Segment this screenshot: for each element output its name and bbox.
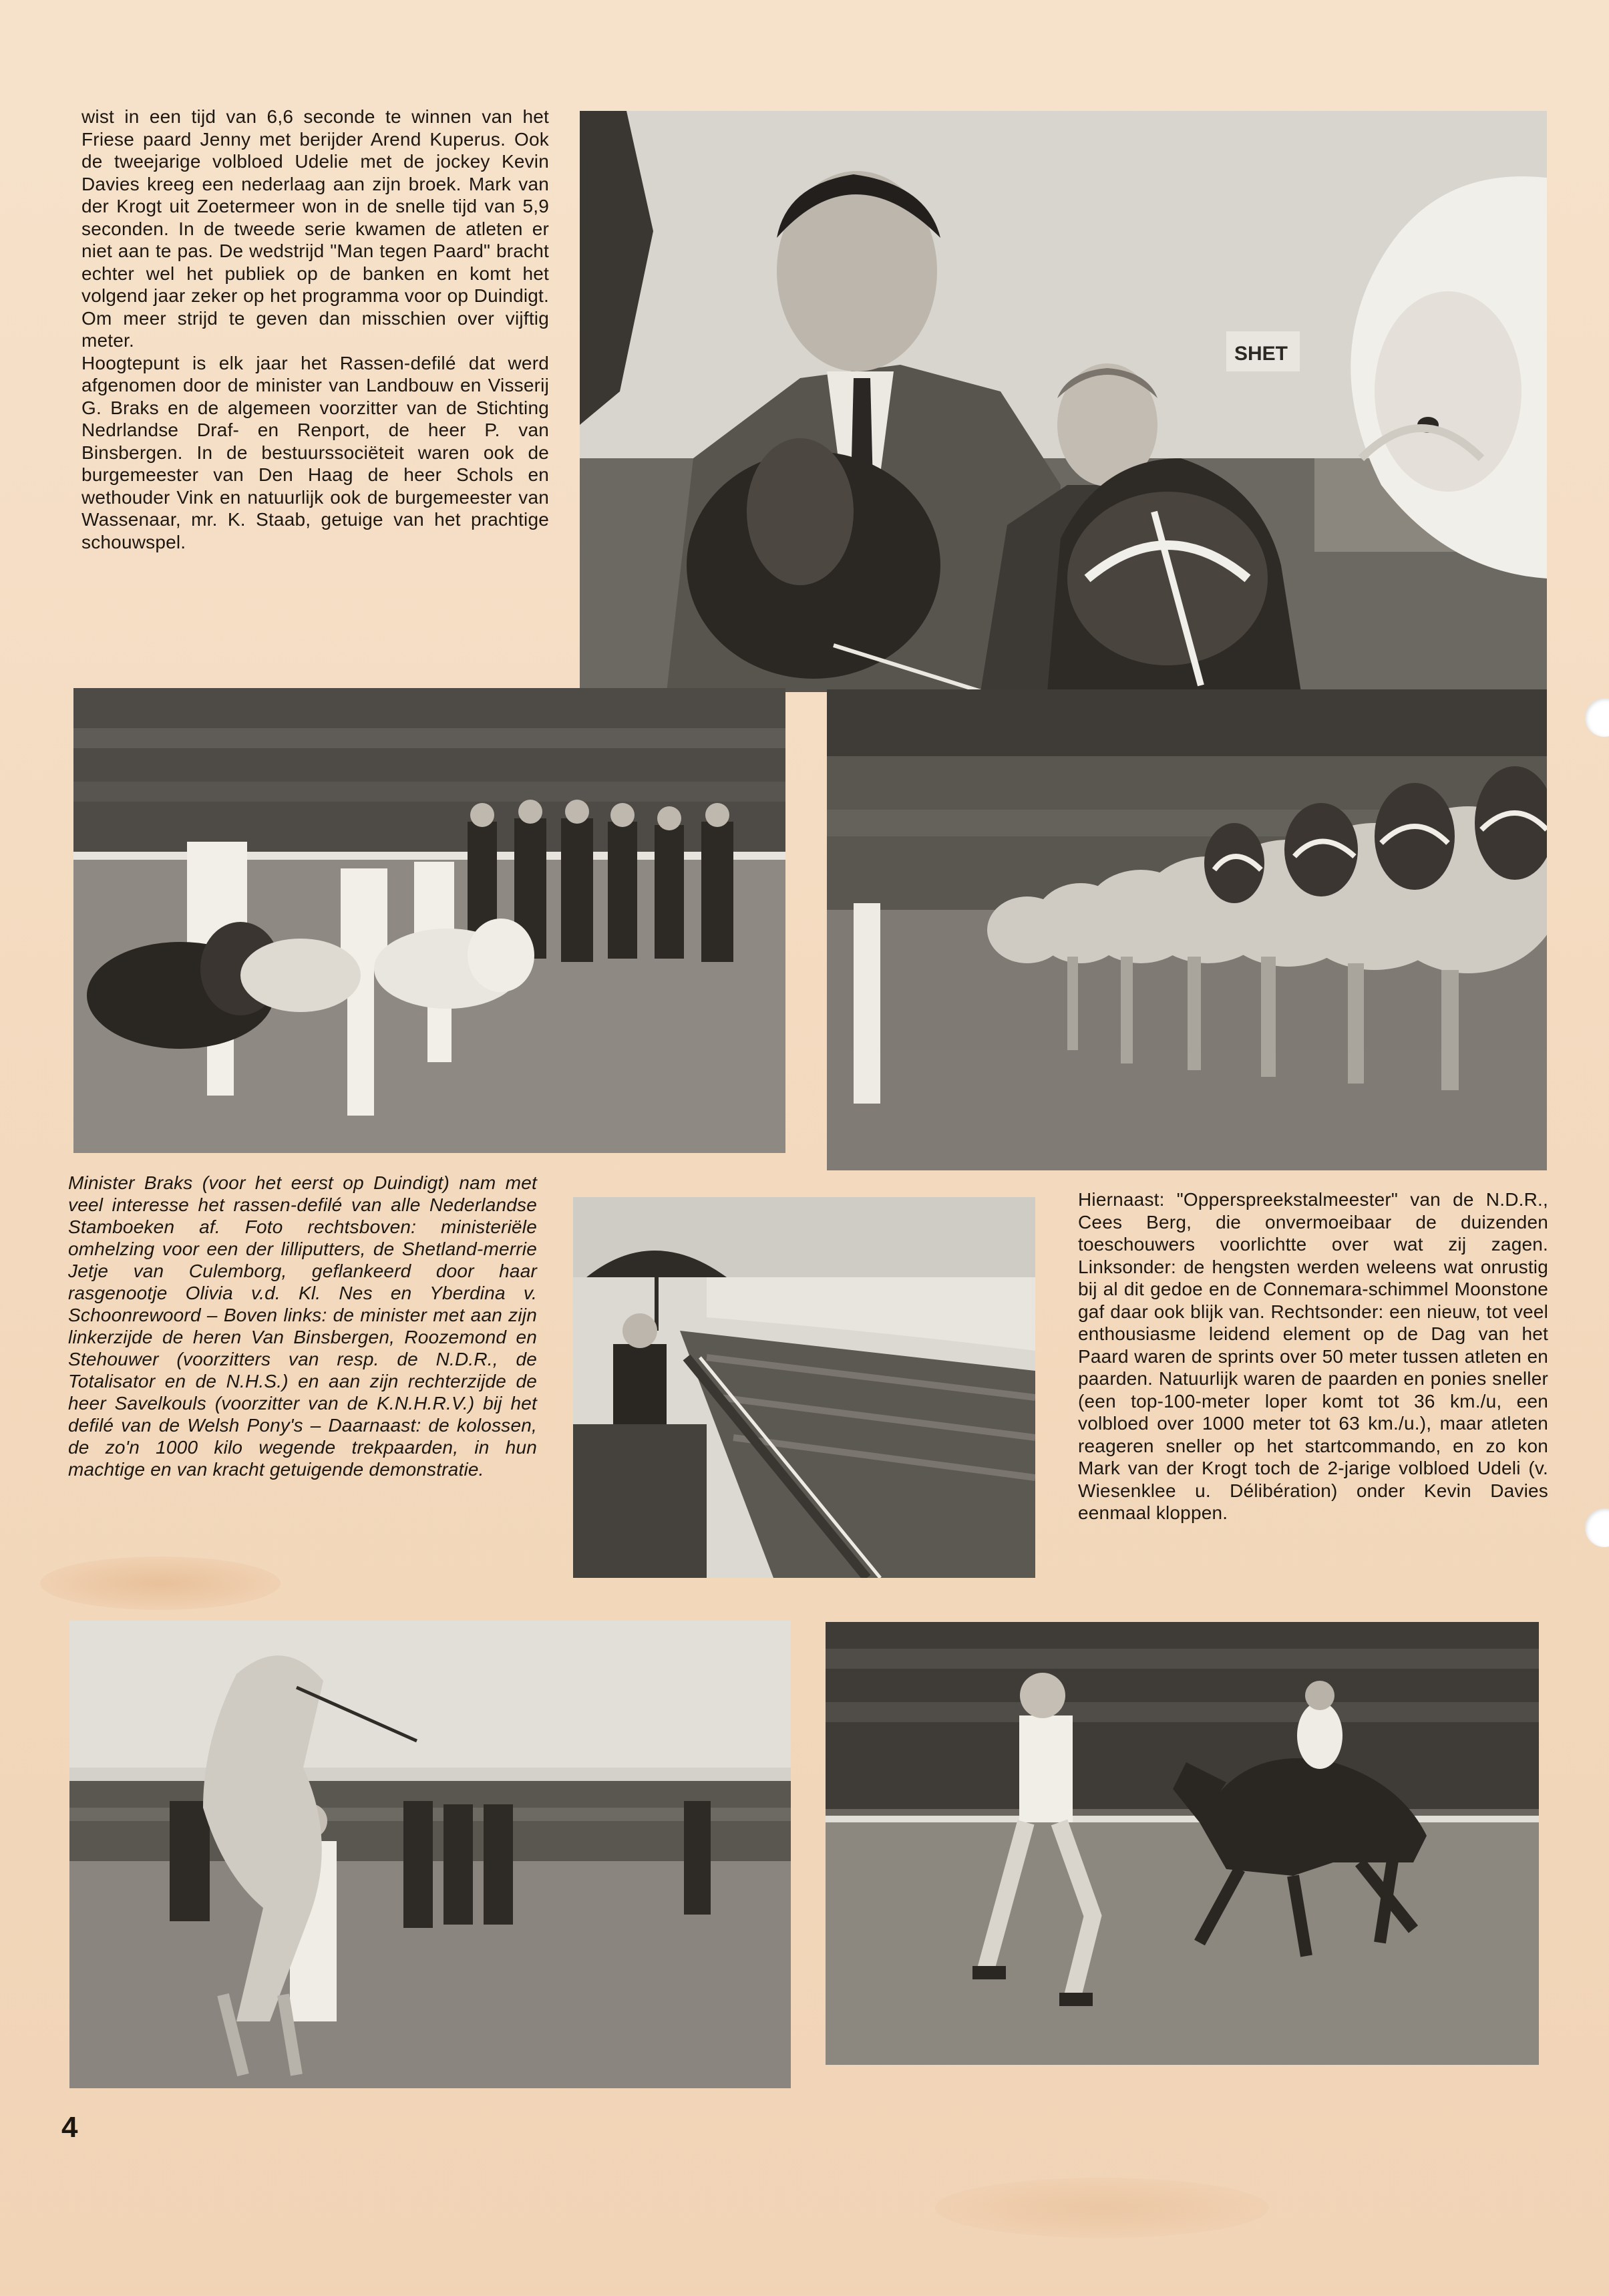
- article-paragraph: wist in een tijd van 6,6 seconde te winnen van het Friese paard Jenny met berijder Arend Kuperus. Ook de tweejarige volbloed Udelie met de jockey Kevin Davies kreeg een nederlaag aan zijn broek. Mark van der Krogt uit Zoetermeer won in de snelle tijd van 5,9 seconden. In de tweede serie kwamen de atleten er niet aan te pas. De wedstrijd "Man tegen Paard" bracht echter wel het publiek op de banken en komt het volgend jaar zeker op het programma voor op Duindigt. Om meer strijd te geven dan misschien over vijftig meter.: [81, 106, 549, 351]
- punch-hole-top: [1585, 698, 1609, 737]
- photo-rearing-connemara-stallion: [69, 1621, 791, 2088]
- photo-sign-text: SHET: [1234, 343, 1288, 365]
- punch-hole-bottom: [1585, 1508, 1609, 1547]
- photo-athlete-vs-racehorse: [826, 1622, 1539, 2065]
- caption-text: Hiernaast: "Opperspreekstalmeester" van de N.D.R., Cees Berg, die onvermoeibaar de duizenden toeschouwers voorlichtte over wat zij zagen. Linksonder: de hengsten werden weleens wat onrustig bij al dit gedoe en de Connemara-schimmel Moonstone gaf daar ook blijk van. Rechtsonder: een nieuw, tot veel enthousiasme leidend element op de Dag van het Paard waren de sprints over 50 meter tussen atleten en paarden. Natuurlijk waren de paarden en ponies sneller (een top-100-meter loper komt tot 36 km./u, een volbloed over 1000 meter tot 63 km./u.), maar atleten reageren sneller op het startcommando, en zo kon Mark van der Krogt toch de 2-jarige volbloed Udeli (v. Wiesenklee u. Délibération) onder Kevin Davies eenmaal kloppen.: [1078, 1189, 1548, 1523]
- paper-stain: [935, 2178, 1269, 2238]
- paper-stain: [40, 1556, 281, 1610]
- caption-text: Minister Braks (voor het eerst op Duindigt) nam met veel interesse het rassen-defilé van alle Nederlandse Stamboeken af. Foto rechtsboven: ministeriële omhelzing voor een der lilliputters, de Shetland-merrie Jetje van Culemborg, geflankeerd door haar rasgenootje Olivia v.d. Kl. Nes en Yberdina v. Schoonrewoord – Boven links: de minister met aan zijn linkerzijde de heren Van Binsbergen, Roozemond en Stehouwer (voorzitters van resp. de N.D.R., de Totalisator en de N.H.S.) en aan zijn rechterzijde de heer Savelkouls (voorzitter van de K.N.H.R.V.) bij het defilé van de Welsh Pony's – Daarnaast: de kolossen, de zo'n 1000 kilo wegende trekpaarden, in hun machtige en van kracht getuigende demonstratie.: [68, 1172, 537, 1480]
- photo-welsh-pony-defile: [73, 688, 785, 1153]
- photo-announcer-grandstand: [573, 1197, 1035, 1578]
- article-paragraph: Hoogtepunt is elk jaar het Rassen-defilé dat werd afgenomen door de minister van Landbouw en Visserij G. Braks en de algemeen voorzitter van de Stichting Nedrlandse Draf- en Renport, de heer P. van Binsbergen. In de bestuurssociëteit waren ook de burgemeester van Den Haag de heer Schols en wethouder Vink en natuurlijk ook de burgemeester van Wassenaar, mr. K. Staab, getuige van het prachtige schouwspel.: [81, 352, 549, 552]
- page-number: 4: [61, 2111, 78, 2144]
- article-text-column: [81, 106, 549, 553]
- photo-draft-horses: [827, 689, 1547, 1170]
- photo-minister-with-shetland-ponies: [580, 111, 1547, 692]
- photo-caption-left: [68, 1172, 537, 1480]
- photo-caption-right: [1078, 1188, 1548, 1524]
